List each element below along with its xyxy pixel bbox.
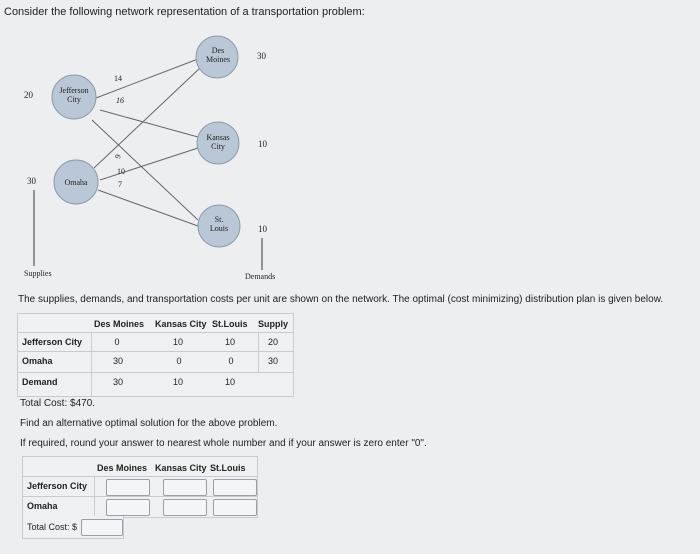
cell-om-sl: 0 <box>228 356 234 366</box>
row-label-demand: Demand <box>22 377 58 387</box>
answer-header-st-louis: St.Louis <box>210 463 246 473</box>
cell-demand-dm: 30 <box>112 377 123 387</box>
cell-om-supply: 30 <box>267 356 278 366</box>
node-label-kansas-city: Kansas City <box>206 133 230 151</box>
supply-jefferson-city: 20 <box>24 90 33 100</box>
cost-label-jc-kc: 16 <box>116 96 124 105</box>
supplies-label: Supplies <box>24 269 52 278</box>
demand-des-moines: 30 <box>257 51 266 61</box>
header-des-moines: Des Moines <box>94 319 145 329</box>
cell-demand-sl: 10 <box>224 377 235 387</box>
total-cost-box <box>22 516 124 539</box>
cost-label-jc-dm: 14 <box>114 74 122 83</box>
total-cost-input[interactable] <box>81 519 123 536</box>
arc-jc-sl <box>92 120 198 220</box>
network-diagram <box>0 30 340 280</box>
answer-table <box>22 456 258 518</box>
answer-input-jc-dm[interactable] <box>106 479 150 496</box>
cell-om-kc: 0 <box>176 356 182 366</box>
node-label-st-louis: St. Louis <box>209 215 229 233</box>
answer-input-om-dm[interactable] <box>106 499 150 516</box>
answer-input-jc-kc[interactable] <box>163 479 207 496</box>
answer-input-jc-sl[interactable] <box>213 479 257 496</box>
cell-jc-supply: 20 <box>267 337 278 347</box>
answer-input-om-kc[interactable] <box>163 499 207 516</box>
cell-om-dm: 30 <box>112 356 123 366</box>
answer-row-label-omaha: Omaha <box>27 501 58 511</box>
demand-kansas-city: 10 <box>258 139 267 149</box>
cell-demand-kc: 10 <box>172 377 183 387</box>
cost-label-om-dm: 9 <box>113 153 123 160</box>
question-description: The supplies, demands, and transportation costs per unit are shown on the network. The optimal (cost minimizing) distribution plan is given below. <box>18 294 664 305</box>
arc-om-sl <box>98 190 198 226</box>
answer-input-om-sl[interactable] <box>213 499 257 516</box>
answer-row-label-jefferson-city: Jefferson City <box>27 481 88 491</box>
row-label-omaha: Omaha <box>22 356 53 366</box>
optimal-table <box>17 313 294 397</box>
arc-jc-dm <box>96 59 198 98</box>
cell-jc-kc: 10 <box>172 337 183 347</box>
question-intro: Consider the following network representation of a transportation problem: <box>4 6 365 18</box>
answer-header-kansas-city: Kansas City <box>155 463 207 473</box>
header-kansas-city: Kansas City <box>155 319 207 329</box>
supply-omaha: 30 <box>27 176 36 186</box>
row-label-jefferson-city: Jefferson City <box>22 337 83 347</box>
demand-st-louis: 10 <box>258 224 267 234</box>
node-label-jefferson-city: Jefferson City <box>59 86 89 104</box>
node-label-des-moines: Des Moines <box>206 46 230 64</box>
cost-label-om-kc: 10 <box>117 167 125 176</box>
cell-jc-sl: 10 <box>224 337 235 347</box>
cell-jc-dm: 0 <box>114 337 120 347</box>
header-st-louis: St.Louis <box>212 319 248 329</box>
total-cost-text: Total Cost: $470. <box>20 398 96 409</box>
node-label-omaha: Omaha <box>64 178 88 187</box>
cost-label-om-sl: 7 <box>118 180 122 189</box>
total-cost-label: Total Cost: $ <box>27 522 78 532</box>
arc-jc-kc <box>100 110 198 137</box>
demands-label: Demands <box>245 272 276 281</box>
instruction-text: Find an alternative optimal solution for the above problem. <box>20 418 278 429</box>
answer-header-des-moines: Des Moines <box>97 463 148 473</box>
header-supply: Supply <box>258 319 289 329</box>
rounding-note: If required, round your answer to nearest whole number and if your answer is zero enter "0". <box>20 438 427 449</box>
